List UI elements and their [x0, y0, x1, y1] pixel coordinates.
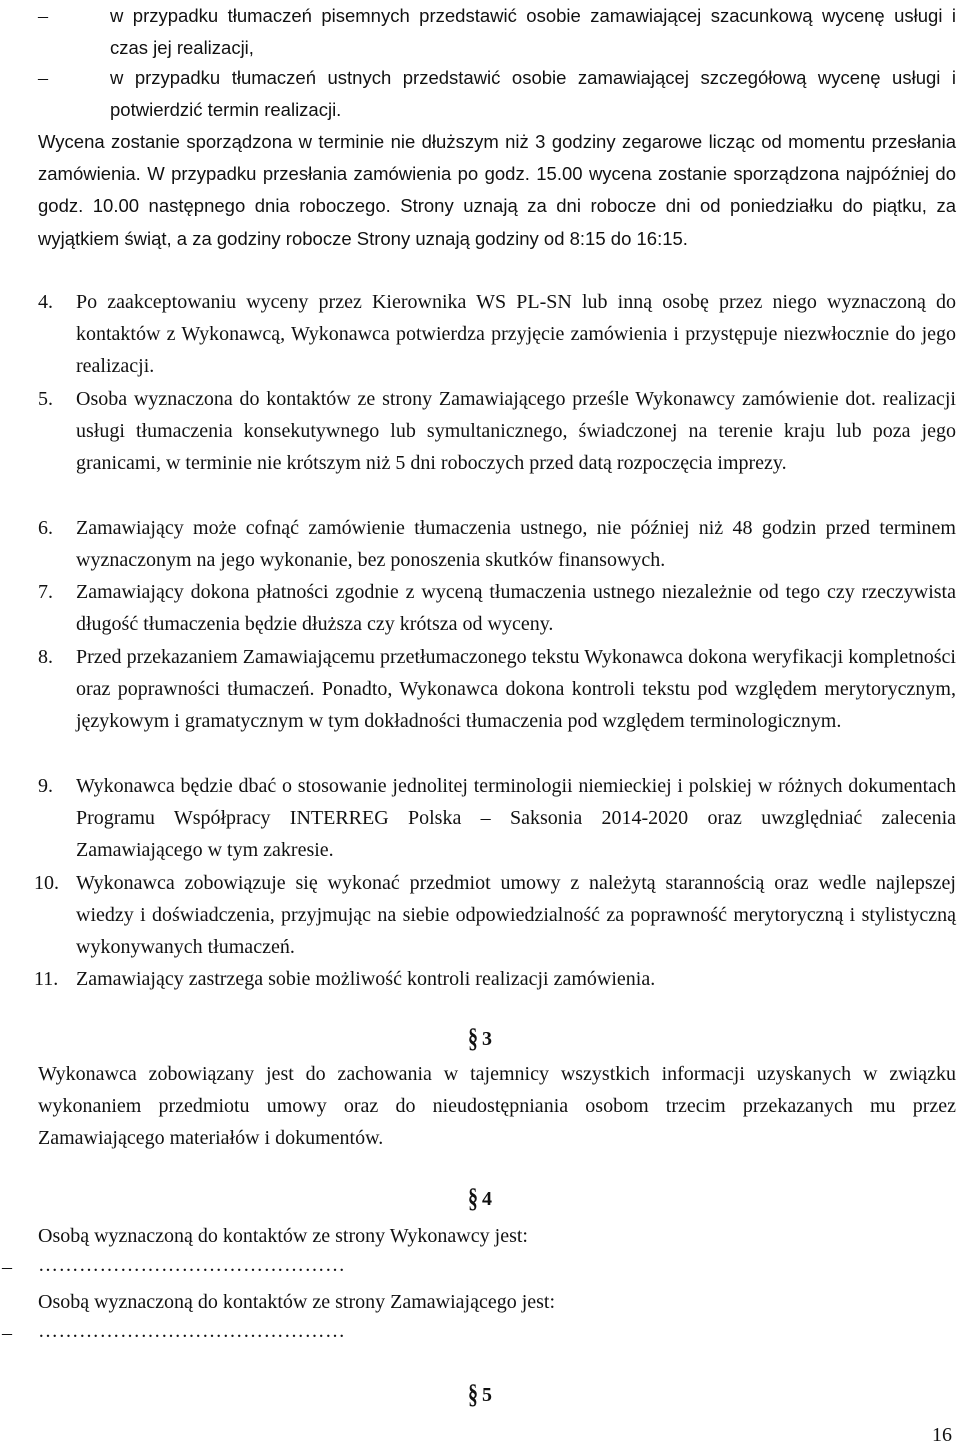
contact-dash: – [2, 1256, 12, 1278]
list-item-number: 7. [38, 581, 53, 603]
section-symbol: § [468, 1183, 478, 1214]
list-item-text: Zamawiający dokona płatności zgodnie z wyceną tłumaczenia ustnego niezależnie od tego czy rzeczywista długość tłumaczenia będzie dłuższa czy krótsza od wyceny. [76, 581, 956, 636]
section-heading [0, 1379, 960, 1410]
list-item-text: Zamawiający może cofnąć zamówienie tłumaczenia ustnego, nie później niż 48 godzin przed terminem wyznaczonym na jego wykonanie, bez ponoszenia skutków finansowych. [76, 517, 956, 572]
valuation-paragraph: Wycena zostanie sporządzona w terminie nie dłuższym niż 3 godziny zegarowe licząc od momentu przesłania zamówienia. W przypadku przesłania zamówienia po godz. 15.00 wycena zostanie sporządzona najpóźniej do godz. 10.00 następnego dnia roboczego. Strony uznają za dni robocze dni od poniedziałku do piątku, za wyjątkiem świąt, a za godziny robocze Strony uznają godziny od 8:15 do 16:15. [38, 131, 956, 249]
list-item-text: Wykonawca zobowiązuje się wykonać przedmiot umowy z należytą starannością oraz wedle najlepszej wiedzy i doświadczenia, przyjmując na siebie odpowiedzialność za poprawność merytoryczną i stylistyczną wykonywanych tłumaczeń. [76, 872, 956, 959]
dash-item-text: w przypadku tłumaczeń pisemnych przedstawić osobie zamawiającej szacunkową wycenę usługi i czas jej realizacji, [110, 5, 956, 59]
section-number: 5 [482, 1384, 492, 1406]
section-heading [0, 1023, 960, 1054]
section-symbol: § [468, 1023, 478, 1054]
contact-placeholder: ……………………………………… [38, 1320, 346, 1342]
contact-dash: – [2, 1322, 12, 1344]
list-item-text: Przed przekazaniem Zamawiającemu przetłumaczonego tekstu Wykonawca dokona weryfikacji kompletności oraz poprawności tłumaczeń. Ponadto, Wykonawca dokona kontroli tekstu pod względem merytorycznym, językowym i gramatycznym w tym dokładności tłumaczenia pod względem terminologicznym. [76, 646, 956, 733]
section-symbol: § [468, 1379, 478, 1410]
dash-item-text: w przypadku tłumaczeń ustnych przedstawić osobie zamawiającej szczegółową wycenę usługi i potwierdzić termin realizacji. [110, 67, 956, 121]
list-item-number: 8. [38, 646, 53, 668]
dash-bullet: – [38, 67, 48, 89]
section-3-paragraph: Wykonawca zobowiązany jest do zachowania w tajemnicy wszystkich informacji uzyskanych w związku wykonaniem przedmiotu umowy oraz do nieudostępniania osobom trzecim przekazanych mu przez Zamawiającego materiałów i dokumentów. [38, 1063, 956, 1150]
contact-placeholder: ……………………………………… [38, 1254, 346, 1276]
section-heading [0, 1183, 960, 1214]
list-item-text: Osoba wyznaczona do kontaktów ze strony Zamawiającego prześle Wykonawcy zamówienie dot. realizacji usługi tłumaczenia konsekutywnego lub symultanicznego, świadczonej na terenie kraju lub poza jego granicami, w terminie nie krótszym niż 5 dni roboczych przed datą rozpoczęcia imprezy. [76, 388, 956, 475]
page-number: 16 [932, 1424, 952, 1446]
list-item-number: 5. [38, 388, 53, 410]
list-item-text: Wykonawca będzie dbać o stosowanie jednolitej terminologii niemieckiej i polskiej w różnych dokumentach Programu Współpracy INTERREG Polska – Saksonia 2014-2020 oraz uwzględniać zalecenia Zamawiającego w tym zakresie. [76, 775, 956, 862]
list-item-number: 4. [38, 291, 53, 313]
list-item-text: Po zaakceptowaniu wyceny przez Kierownika WS PL-SN lub inną osobę przez niego wyznaczoną do kontaktów z Wykonawcą, Wykonawca potwierdza przyjęcie zamówienia i przystępuje niezwłocznie do jego realizacji. [76, 291, 956, 378]
list-item-number: 10. [34, 872, 59, 894]
contact-label: Osobą wyznaczoną do kontaktów ze strony Wykonawcy jest: [38, 1225, 528, 1247]
contact-label: Osobą wyznaczoną do kontaktów ze strony Zamawiającego jest: [38, 1291, 556, 1313]
list-item-number: 9. [38, 775, 53, 797]
dash-bullet: – [38, 5, 48, 27]
section-number: 3 [482, 1028, 492, 1050]
list-item-number: 6. [38, 517, 53, 539]
section-number: 4 [482, 1188, 492, 1210]
list-item-text: Zamawiający zastrzega sobie możliwość kontroli realizacji zamówienia. [76, 968, 656, 990]
list-item-number: 11. [34, 968, 59, 990]
